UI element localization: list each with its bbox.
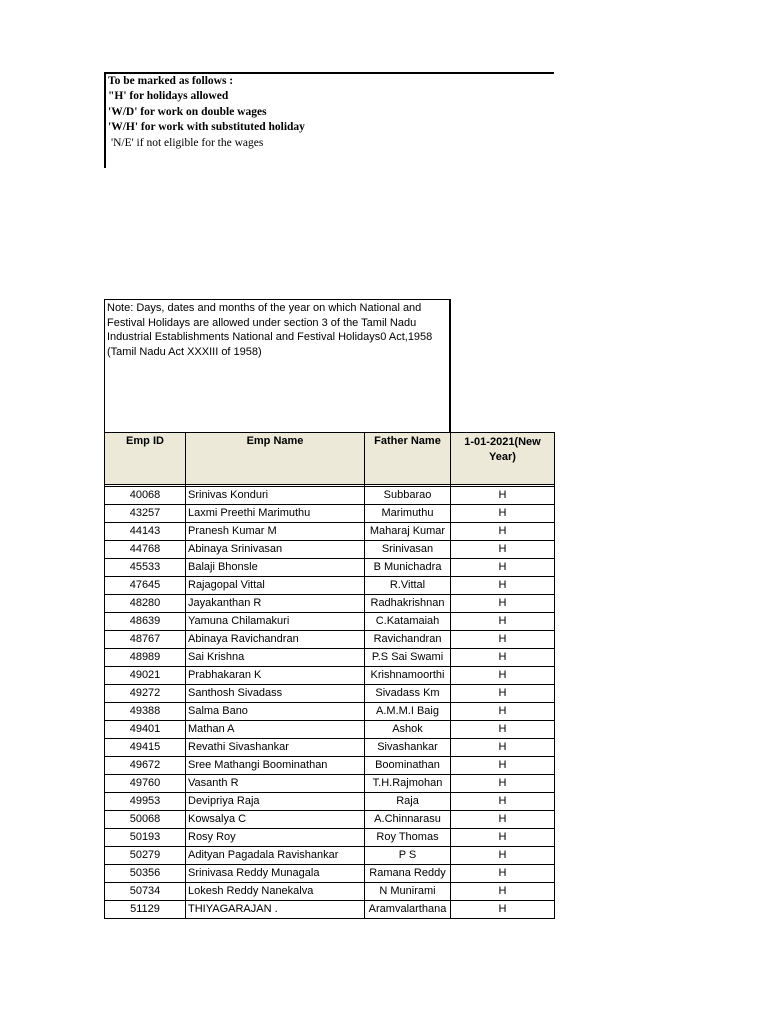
emp-id-cell: 48280 bbox=[105, 595, 186, 613]
table-row bbox=[105, 577, 555, 595]
holiday-mark-cell: H bbox=[451, 829, 555, 847]
emp-name-cell: Sree Mathangi Boominathan bbox=[186, 757, 365, 775]
holiday-mark-cell: H bbox=[451, 487, 555, 505]
father-name-cell: Ravichandran bbox=[365, 631, 451, 649]
emp-id-cell: 44143 bbox=[105, 523, 186, 541]
note-right-border bbox=[450, 299, 451, 433]
table-row bbox=[105, 667, 555, 685]
emp-id-cell: 43257 bbox=[105, 505, 186, 523]
legend-not-eligible: 'N/E' if not eligible for the wages bbox=[111, 137, 264, 149]
holiday-mark-cell: H bbox=[451, 775, 555, 793]
emp-name-cell: Rosy Roy bbox=[186, 829, 365, 847]
father-name-cell: Raja bbox=[365, 793, 451, 811]
father-name-cell: Roy Thomas bbox=[365, 829, 451, 847]
legend-block bbox=[104, 72, 554, 168]
emp-name-cell: Pranesh Kumar M bbox=[186, 523, 365, 541]
emp-name-cell: Abinaya Srinivasan bbox=[186, 541, 365, 559]
emp-id-cell: 51129 bbox=[105, 901, 186, 919]
emp-id-cell: 50193 bbox=[105, 829, 186, 847]
holiday-mark-cell: H bbox=[451, 631, 555, 649]
holiday-mark-cell: H bbox=[451, 685, 555, 703]
table-row bbox=[105, 739, 555, 757]
emp-id-cell: 50279 bbox=[105, 847, 186, 865]
emp-id-cell: 45533 bbox=[105, 559, 186, 577]
father-name-cell: P S bbox=[365, 847, 451, 865]
father-name-cell: A.Chinnarasu bbox=[365, 811, 451, 829]
father-name-cell: Radhakrishnan bbox=[365, 595, 451, 613]
emp-name-cell: Rajagopal Vittal bbox=[186, 577, 365, 595]
father-name-cell: Aramvalarthana bbox=[365, 901, 451, 919]
emp-id-cell: 49401 bbox=[105, 721, 186, 739]
emp-id-cell: 48767 bbox=[105, 631, 186, 649]
table-row bbox=[105, 613, 555, 631]
holiday-mark-cell: H bbox=[451, 847, 555, 865]
legend-double-wages: 'W/D' for work on double wages bbox=[108, 106, 267, 118]
table-row bbox=[105, 793, 555, 811]
emp-id-cell: 50734 bbox=[105, 883, 186, 901]
header-new-year: 1-01-2021(New Year) bbox=[451, 433, 555, 485]
holiday-mark-cell: H bbox=[451, 739, 555, 757]
holiday-mark-cell: H bbox=[451, 757, 555, 775]
emp-id-cell: 48639 bbox=[105, 613, 186, 631]
emp-name-cell: Revathi Sivashankar bbox=[186, 739, 365, 757]
emp-name-cell: Adityan Pagadala Ravishankar bbox=[186, 847, 365, 865]
father-name-cell: P.S Sai Swami bbox=[365, 649, 451, 667]
table-row bbox=[105, 811, 555, 829]
emp-name-cell: Lokesh Reddy Nanekalva bbox=[186, 883, 365, 901]
emp-name-cell: Vasanth R bbox=[186, 775, 365, 793]
holiday-mark-cell: H bbox=[451, 595, 555, 613]
father-name-cell: T.H.Rajmohan bbox=[365, 775, 451, 793]
father-name-cell: Sivashankar bbox=[365, 739, 451, 757]
holiday-mark-cell: H bbox=[451, 649, 555, 667]
table-row bbox=[105, 901, 555, 919]
emp-id-cell: 49760 bbox=[105, 775, 186, 793]
table-row bbox=[105, 595, 555, 613]
holiday-mark-cell: H bbox=[451, 811, 555, 829]
emp-id-cell: 49021 bbox=[105, 667, 186, 685]
father-name-cell: Subbarao bbox=[365, 487, 451, 505]
legend-holiday-allowed: "H' for holidays allowed bbox=[108, 90, 229, 102]
emp-name-cell: Laxmi Preethi Marimuthu bbox=[186, 505, 365, 523]
holiday-mark-cell: H bbox=[451, 505, 555, 523]
emp-name-cell: Balaji Bhonsle bbox=[186, 559, 365, 577]
father-name-cell: A.M.M.I Baig bbox=[365, 703, 451, 721]
emp-name-cell: Prabhakaran K bbox=[186, 667, 365, 685]
father-name-cell: Sivadass Km bbox=[365, 685, 451, 703]
table-row bbox=[105, 523, 555, 541]
emp-name-cell: Devipriya Raja bbox=[186, 793, 365, 811]
table-row bbox=[105, 775, 555, 793]
legend-title: To be marked as follows : bbox=[108, 75, 234, 87]
table-row bbox=[105, 703, 555, 721]
table-row bbox=[105, 865, 555, 883]
holiday-mark-cell: H bbox=[451, 721, 555, 739]
table-row bbox=[105, 721, 555, 739]
table-row bbox=[105, 757, 555, 775]
table-row bbox=[105, 505, 555, 523]
emp-id-cell: 50068 bbox=[105, 811, 186, 829]
note-box bbox=[104, 299, 450, 432]
table-row bbox=[105, 829, 555, 847]
note-text: Note: Days, dates and months of the year on which National and Festival Holidays are allowed under section 3 of the Tamil Nadu Industrial Establishments National and Festival Holidays0 Act,1958 (Tamil Nadu Act XXXIII of 1958) bbox=[107, 302, 433, 358]
holiday-mark-cell: H bbox=[451, 559, 555, 577]
father-name-cell: Marimuthu bbox=[365, 505, 451, 523]
emp-name-cell: Kowsalya C bbox=[186, 811, 365, 829]
table-row bbox=[105, 631, 555, 649]
emp-id-cell: 49272 bbox=[105, 685, 186, 703]
emp-id-cell: 50356 bbox=[105, 865, 186, 883]
holiday-mark-cell: H bbox=[451, 883, 555, 901]
father-name-cell: Ramana Reddy bbox=[365, 865, 451, 883]
emp-name-cell: Sai Krishna bbox=[186, 649, 365, 667]
table-row bbox=[105, 847, 555, 865]
emp-name-cell: THIYAGARAJAN . bbox=[186, 901, 365, 919]
emp-name-cell: Abinaya Ravichandran bbox=[186, 631, 365, 649]
holiday-mark-cell: H bbox=[451, 865, 555, 883]
legend-substituted-holiday: 'W/H' for work with substituted holiday bbox=[108, 121, 305, 133]
emp-name-cell: Santhosh Sivadass bbox=[186, 685, 365, 703]
emp-id-cell: 49672 bbox=[105, 757, 186, 775]
emp-id-cell: 48989 bbox=[105, 649, 186, 667]
emp-name-cell: Srinivasa Reddy Munagala bbox=[186, 865, 365, 883]
emp-name-cell: Mathan A bbox=[186, 721, 365, 739]
table-row bbox=[105, 649, 555, 667]
holiday-mark-cell: H bbox=[451, 667, 555, 685]
father-name-cell: Krishnamoorthi bbox=[365, 667, 451, 685]
emp-id-cell: 47645 bbox=[105, 577, 186, 595]
father-name-cell: B Munichadra bbox=[365, 559, 451, 577]
emp-id-cell: 49415 bbox=[105, 739, 186, 757]
holiday-mark-cell: H bbox=[451, 523, 555, 541]
emp-id-cell: 49388 bbox=[105, 703, 186, 721]
legend-left-border bbox=[104, 72, 106, 168]
father-name-cell: N Munirami bbox=[365, 883, 451, 901]
emp-name-cell: Jayakanthan R bbox=[186, 595, 365, 613]
table-header-row bbox=[105, 433, 555, 485]
holiday-mark-cell: H bbox=[451, 613, 555, 631]
holiday-mark-cell: H bbox=[451, 577, 555, 595]
table-row bbox=[105, 883, 555, 901]
holiday-mark-cell: H bbox=[451, 703, 555, 721]
father-name-cell: C.Katamaiah bbox=[365, 613, 451, 631]
emp-name-cell: Srinivas Konduri bbox=[186, 487, 365, 505]
father-name-cell: Ashok bbox=[365, 721, 451, 739]
father-name-cell: Boominathan bbox=[365, 757, 451, 775]
holiday-mark-cell: H bbox=[451, 793, 555, 811]
header-father-name: Father Name bbox=[365, 433, 451, 485]
holiday-register-table bbox=[104, 432, 555, 919]
table-row bbox=[105, 487, 555, 505]
emp-id-cell: 44768 bbox=[105, 541, 186, 559]
table-row bbox=[105, 559, 555, 577]
table-body bbox=[105, 485, 555, 919]
emp-name-cell: Yamuna Chilamakuri bbox=[186, 613, 365, 631]
table-row bbox=[105, 541, 555, 559]
holiday-mark-cell: H bbox=[451, 541, 555, 559]
holiday-mark-cell: H bbox=[451, 901, 555, 919]
table-row bbox=[105, 685, 555, 703]
father-name-cell: Srinivasan bbox=[365, 541, 451, 559]
emp-id-cell: 49953 bbox=[105, 793, 186, 811]
header-emp-id: Emp ID bbox=[105, 433, 186, 485]
header-emp-name: Emp Name bbox=[186, 433, 365, 485]
father-name-cell: Maharaj Kumar bbox=[365, 523, 451, 541]
father-name-cell: R.Vittal bbox=[365, 577, 451, 595]
emp-id-cell: 40068 bbox=[105, 487, 186, 505]
emp-name-cell: Salma Bano bbox=[186, 703, 365, 721]
